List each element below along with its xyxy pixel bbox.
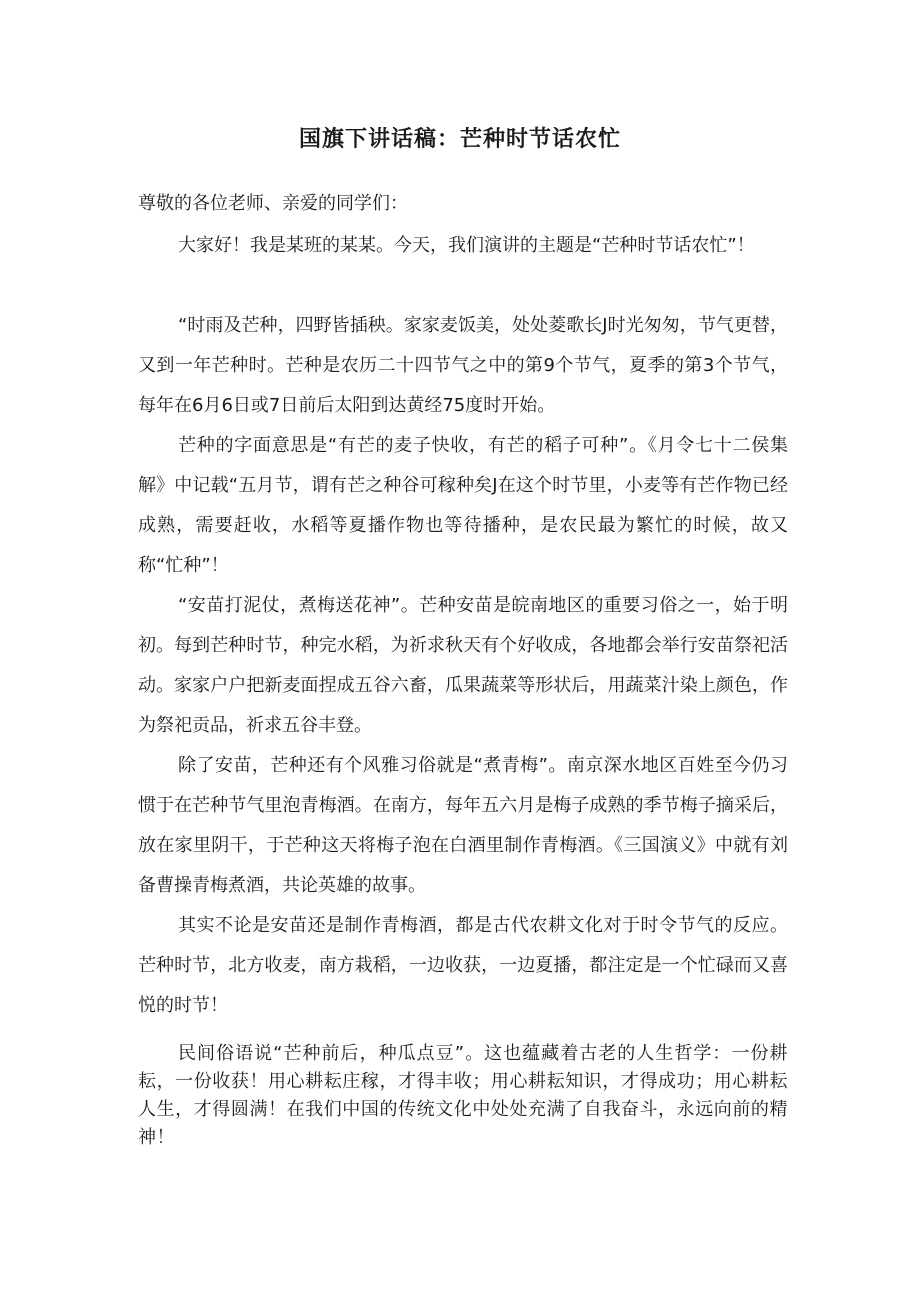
paragraph-meaning: 芒种的字面意思是“有芒的麦子快收，有芒的稻子可种”。《月令七十二侯集解》中记载“五月节，谓有芒之种谷可稼种矣J在这个时节里，小麦等有芒作物已经成熟，需要赶收，水稻等夏播作物也等待播种，是农民最为繁忙的时候，故又称“忙种”！: [138, 435, 788, 576]
paragraph-anmiao-custom: “安苗打泥仗，煮梅送花神”。芒种安苗是皖南地区的重要习俗之一，始于明初。每到芒种时节，种完水稻，为祈求秋天有个好收成，各地都会举行安苗祭祀活动。家家户户把新麦面捏成五谷六畜，瓜果蔬菜等形状后，用蔬菜汁染上颜色，作为祭祀贡品，祈求五谷丰登。: [138, 595, 788, 736]
document-title: 国旗下讲话稿：芒种时节话农忙: [298, 127, 621, 152]
salutation: 尊敬的各位老师、亲爱的同学们：: [138, 193, 408, 214]
paragraph-green-plum-custom: 除了安苗，芒种还有个风雅习俗就是“煮青梅”。南京深水地区百姓至今仍习惯于在芒种节气里泡青梅酒。在南方，每年五六月是梅子成熟的季节梅子摘采后，放在家里阴干，于芒种这天将梅子泡在白酒里制作青梅酒。《三国演义》中就有刘备曹操青梅煮酒，共论英雄的故事。: [138, 755, 788, 896]
paragraph-farming-culture: 其实不论是安苗还是制作青梅酒，都是古代农耕文化对于时令节气的反应。芒种时节，北方收麦，南方栽稻，一边收获，一边夏播，都注定是一个忙碌而又喜悦的时节！: [138, 915, 788, 1016]
paragraph-conclusion: 民间俗语说“芒种前后，种瓜点豆”。这也蕴藏着古老的人生哲学：一份耕耘，一份收获！用心耕耘庄稼，才得丰收；用心耕耘知识，才得成功；用心耕耘人生，才得圆满！在我们中国的传统文化中处处充满了自我奋斗，永远向前的精神！: [138, 1043, 788, 1148]
paragraph-introduction: “时雨及芒种，四野皆插秧。家家麦饭美，处处菱歌长J时光匆匆，节气更替，又到一年芒种时。芒种是农历二十四节气之中的第9个节气，夏季的第3个节气，每年在6月6日或7日前后太阳到达黄经75度时开始。: [138, 315, 788, 416]
paragraph-greeting: 大家好！我是某班的某某。今天，我们演讲的主题是“芒种时节话农忙”！: [178, 235, 755, 256]
